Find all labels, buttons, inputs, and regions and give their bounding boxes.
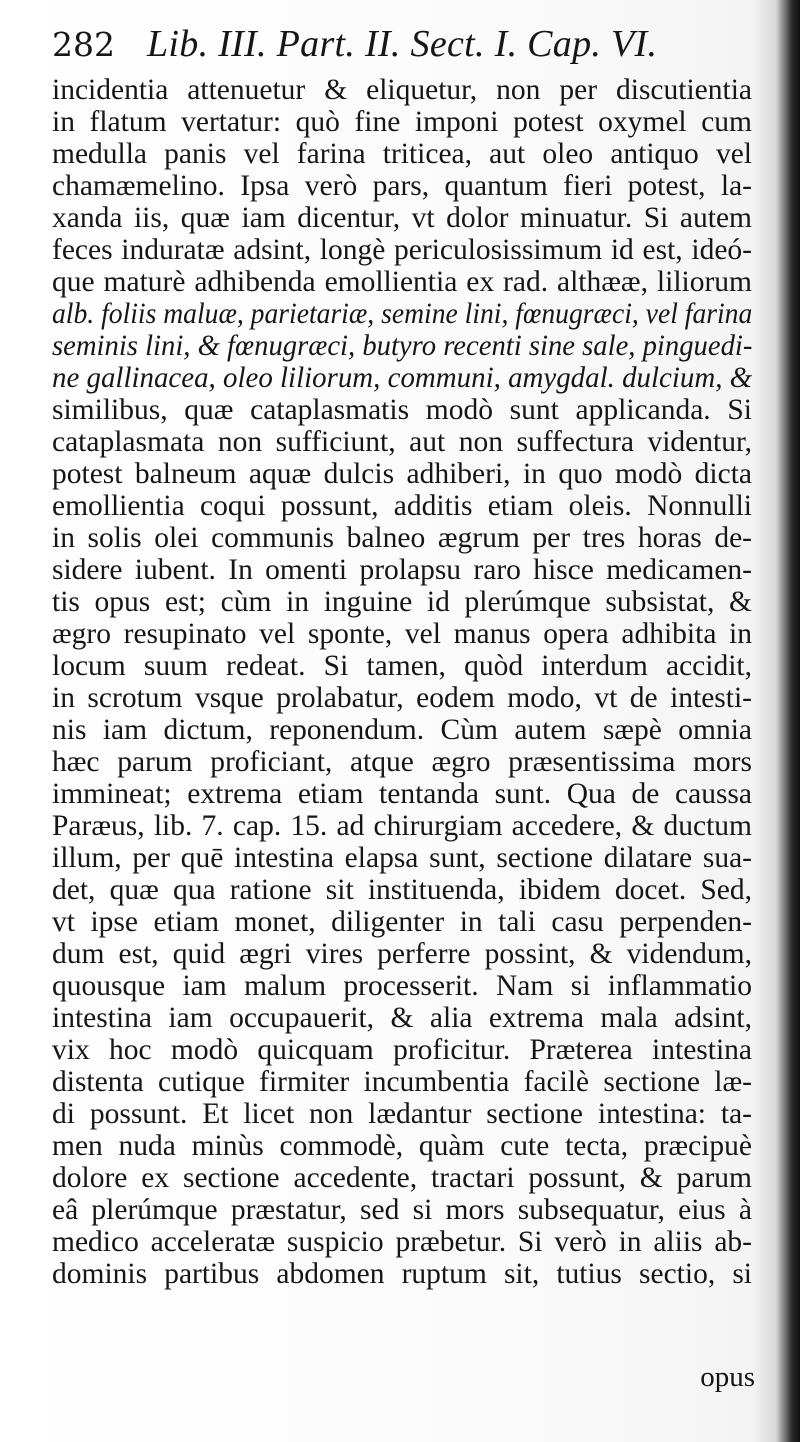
text-line: dominis partibus abdomen ruptum sit, tutius sectio, si xyxy=(52,1258,752,1290)
text-line: ne gallinacea, oleo liliorum, communi, amygdal. dulcium, & xyxy=(52,362,753,394)
text-line: similibus, quæ cataplasmatis modò sunt applicanda. Si xyxy=(52,394,752,426)
text-line: potest balneum aquæ dulcis adhiberi, in quo modò dicta xyxy=(52,458,752,490)
text-line: ægro resupinato vel sponte, vel manus opera adhibita in xyxy=(52,618,752,650)
text-line: incidentia attenuetur & eliquetur, non per discutientia xyxy=(52,74,752,106)
text-line: intestina iam occupauerit, & alia extrema mala adsint, xyxy=(52,1002,752,1034)
text-line: men nuda minùs commodè, quàm cute tecta, præcipuè xyxy=(52,1130,752,1162)
text-line: in flatum vertatur: quò fine imponi potest oxymel cum xyxy=(52,106,752,138)
text-line: quousque iam malum processerit. Nam si inflammatio xyxy=(52,970,752,1002)
page-number: 282 xyxy=(52,25,115,64)
text-line: dum est, quid ægri vires perferre possint, & videndum, xyxy=(52,938,752,970)
text-line: tis opus est; cùm in inguine id plerúmque subsistat, & xyxy=(52,586,752,618)
text-line: feces induratæ adsint, longè periculosissimum id est, ideó- xyxy=(52,234,752,266)
text-line: xanda iis, quæ iam dicentur, vt dolor minuatur. Si autem xyxy=(52,202,752,234)
text-line: locum suum redeat. Si tamen, quòd interdum accidit, xyxy=(52,650,752,682)
text-line: in scrotum vsque prolabatur, eodem modo, vt de intesti- xyxy=(52,682,752,714)
text-line: medico acceleratæ suspicio præbetur. Si verò in aliis ab- xyxy=(52,1226,752,1258)
text-line: que maturè adhibenda emollientia ex rad. althææ, liliorum xyxy=(52,266,752,298)
text-line: distenta cutique firmiter incumbentia facilè sectione læ- xyxy=(52,1066,752,1098)
text-line: Paræus, lib. 7. cap. 15. ad chirurgiam accedere, & ductum xyxy=(52,810,752,842)
text-line: vix hoc modò quicquam proficitur. Præterea intestina xyxy=(52,1034,752,1066)
text-line: in solis olei communis balneo ægrum per tres horas de- xyxy=(52,522,752,554)
text-line: di possunt. Et licet non lædantur sectione intestina: ta- xyxy=(52,1098,752,1130)
text-line: eâ plerúmque præstatur, sed si mors subsequatur, eius à xyxy=(52,1194,752,1226)
text-line: cataplasmata non sufficiunt, aut non suffectura videntur, xyxy=(52,426,752,458)
text-line: sidere iubent. In omenti prolapsu raro hisce medicamen- xyxy=(52,554,752,586)
text-line: nis iam dictum, reponendum. Cùm autem sæpè omnia xyxy=(52,714,752,746)
text-line: dolore ex sectione accedente, tractari possunt, & parum xyxy=(52,1162,752,1194)
page-header xyxy=(52,22,657,68)
text-line: chamæmelino. Ipsa verò pars, quantum fieri potest, la- xyxy=(52,170,752,202)
running-head: Lib. III. Part. II. Sect. I. Cap. VI. xyxy=(147,23,658,65)
text-line: vt ipse etiam monet, diligenter in tali casu perpenden- xyxy=(52,906,752,938)
text-line: emollientia coqui possunt, additis etiam oleis. Nonnulli xyxy=(52,490,752,522)
text-line: hæc parum proficiant, atque ægro præsentissima mors xyxy=(52,746,752,778)
body-text xyxy=(52,74,752,1290)
text-line: illum, per quē intestina elapsa sunt, sectione dilatare sua- xyxy=(52,842,752,874)
text-line: alb. foliis maluæ, parietariæ, semine lini, fœnugræci, vel farina xyxy=(52,298,753,330)
text-line: det, quæ qua ratione sit instituenda, ibidem docet. Sed, xyxy=(52,874,752,906)
catchword: opus xyxy=(700,1361,755,1393)
text-line: medulla panis vel farina triticea, aut oleo antiquo vel xyxy=(52,138,752,170)
text-line: seminis lini, & fœnugræci, butyro recenti sine sale, pinguedi- xyxy=(52,330,753,362)
text-line: immineat; extrema etiam tentanda sunt. Qua de caussa xyxy=(52,778,752,810)
